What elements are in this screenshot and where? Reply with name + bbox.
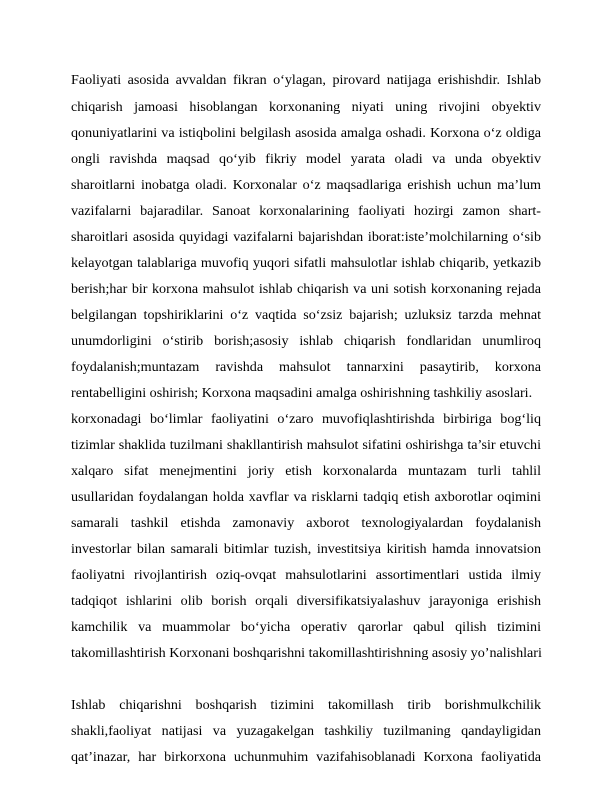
text-line: Faoliyati asosida avvaldan fikran o‘ylagan, pirovard natijaga erishishdir. Ishlab <box>71 72 541 88</box>
text-line: usullaridan foydalangan holda xavflar va risklarni tadqiq etish axborotlar oqimini <box>71 489 541 505</box>
text-line: foydalanish;muntazam ravishda mahsulot tannarxini pasaytirib, korxona <box>71 359 541 375</box>
text-line: unumdorligini o‘stirib borish;asosiy ishlab chiqarish fondlaridan unumliroq <box>71 333 541 349</box>
text-line: Ishlab chiqarishni boshqarish tizimini takomillash tirib borishmulkchilik <box>71 697 541 713</box>
text-line: investorlar bilan samarali bitimlar tuzish, investitsiya kiritish hamda innovatsion <box>71 541 541 557</box>
text-line: berish;har bir korxona mahsulot ishlab chiqarish va uni sotish korxonaning rejada <box>71 281 541 297</box>
text-line: korxonadagi bo‘limlar faoliyatini o‘zaro muvofiqlashtirishda birbiriga bog‘liq <box>71 411 541 427</box>
text-line: chiqarish jamoasi hisoblangan korxonaning niyati uning rivojini obyektiv <box>71 99 541 115</box>
text-line: sharoitlarni inobatga oladi. Korxonalar o‘z maqsadlariga erishish uchun ma’lum <box>71 177 541 193</box>
text-line: kamchilik va muammolar bo‘yicha operativ qarorlar qabul qilish tizimini <box>71 619 541 635</box>
text-line: qonuniyatlarini va istiqbolini belgilash asosida amalga oshadi. Korxona o‘z oldiga <box>71 125 541 141</box>
text-line: shakli,faoliyat natijasi va yuzagakelgan tashkiliy tuzilmaning qandayligidan <box>71 723 541 739</box>
text-line: qat’inazar, har birkorxona uchunmuhim vazifahisoblanadi Korxona faoliyatida <box>71 749 541 765</box>
text-line: belgilangan topshiriklarini o‘z vaqtida so‘zsiz bajarish; uzluksiz tarzda mehnat <box>71 307 541 323</box>
text-line: rentabelligini oshirish; Korxona maqsadini amalga oshirishning tashkiliy asoslari. <box>71 385 533 401</box>
text-line: takomillashtirish Korxonani boshqarishni takomillashtirishning asosiy yo’nalishlari <box>71 645 542 661</box>
text-line: tizimlar shaklida tuzilmani shakllantirish mahsulot sifatini oshirishga ta’sir etuvchi <box>71 437 541 453</box>
text-line: samarali tashkil etishda zamonaviy axborot texnologiyalardan foydalanish <box>71 515 541 531</box>
text-line: xalqaro sifat menejmentini joriy etish korxonalarda muntazam turli tahlil <box>71 463 541 479</box>
text-line: vazifalarni bajaradilar. Sanoat korxonalarining faoliyati hozirgi zamon shart- <box>71 203 541 219</box>
text-line: tadqiqot ishlarini olib borish orqali diversifikatsiyalashuv jarayoniga erishish <box>71 593 541 609</box>
text-line: kelayotgan talablariga muvofiq yuqori sifatli mahsulotlar ishlab chiqarib, yetkazib <box>71 255 541 271</box>
text-line: ongli ravishda maqsad qo‘yib fikriy model yarata oladi va unda obyektiv <box>71 151 541 167</box>
text-line: sharoitlari asosida quyidagi vazifalarni bajarishdan iborat:iste’molchilarning o‘sib <box>71 229 541 245</box>
text-line: faoliyatni rivojlantirish oziq-ovqat mahsulotlarini assortimentlari ustida ilmiy <box>71 567 541 583</box>
